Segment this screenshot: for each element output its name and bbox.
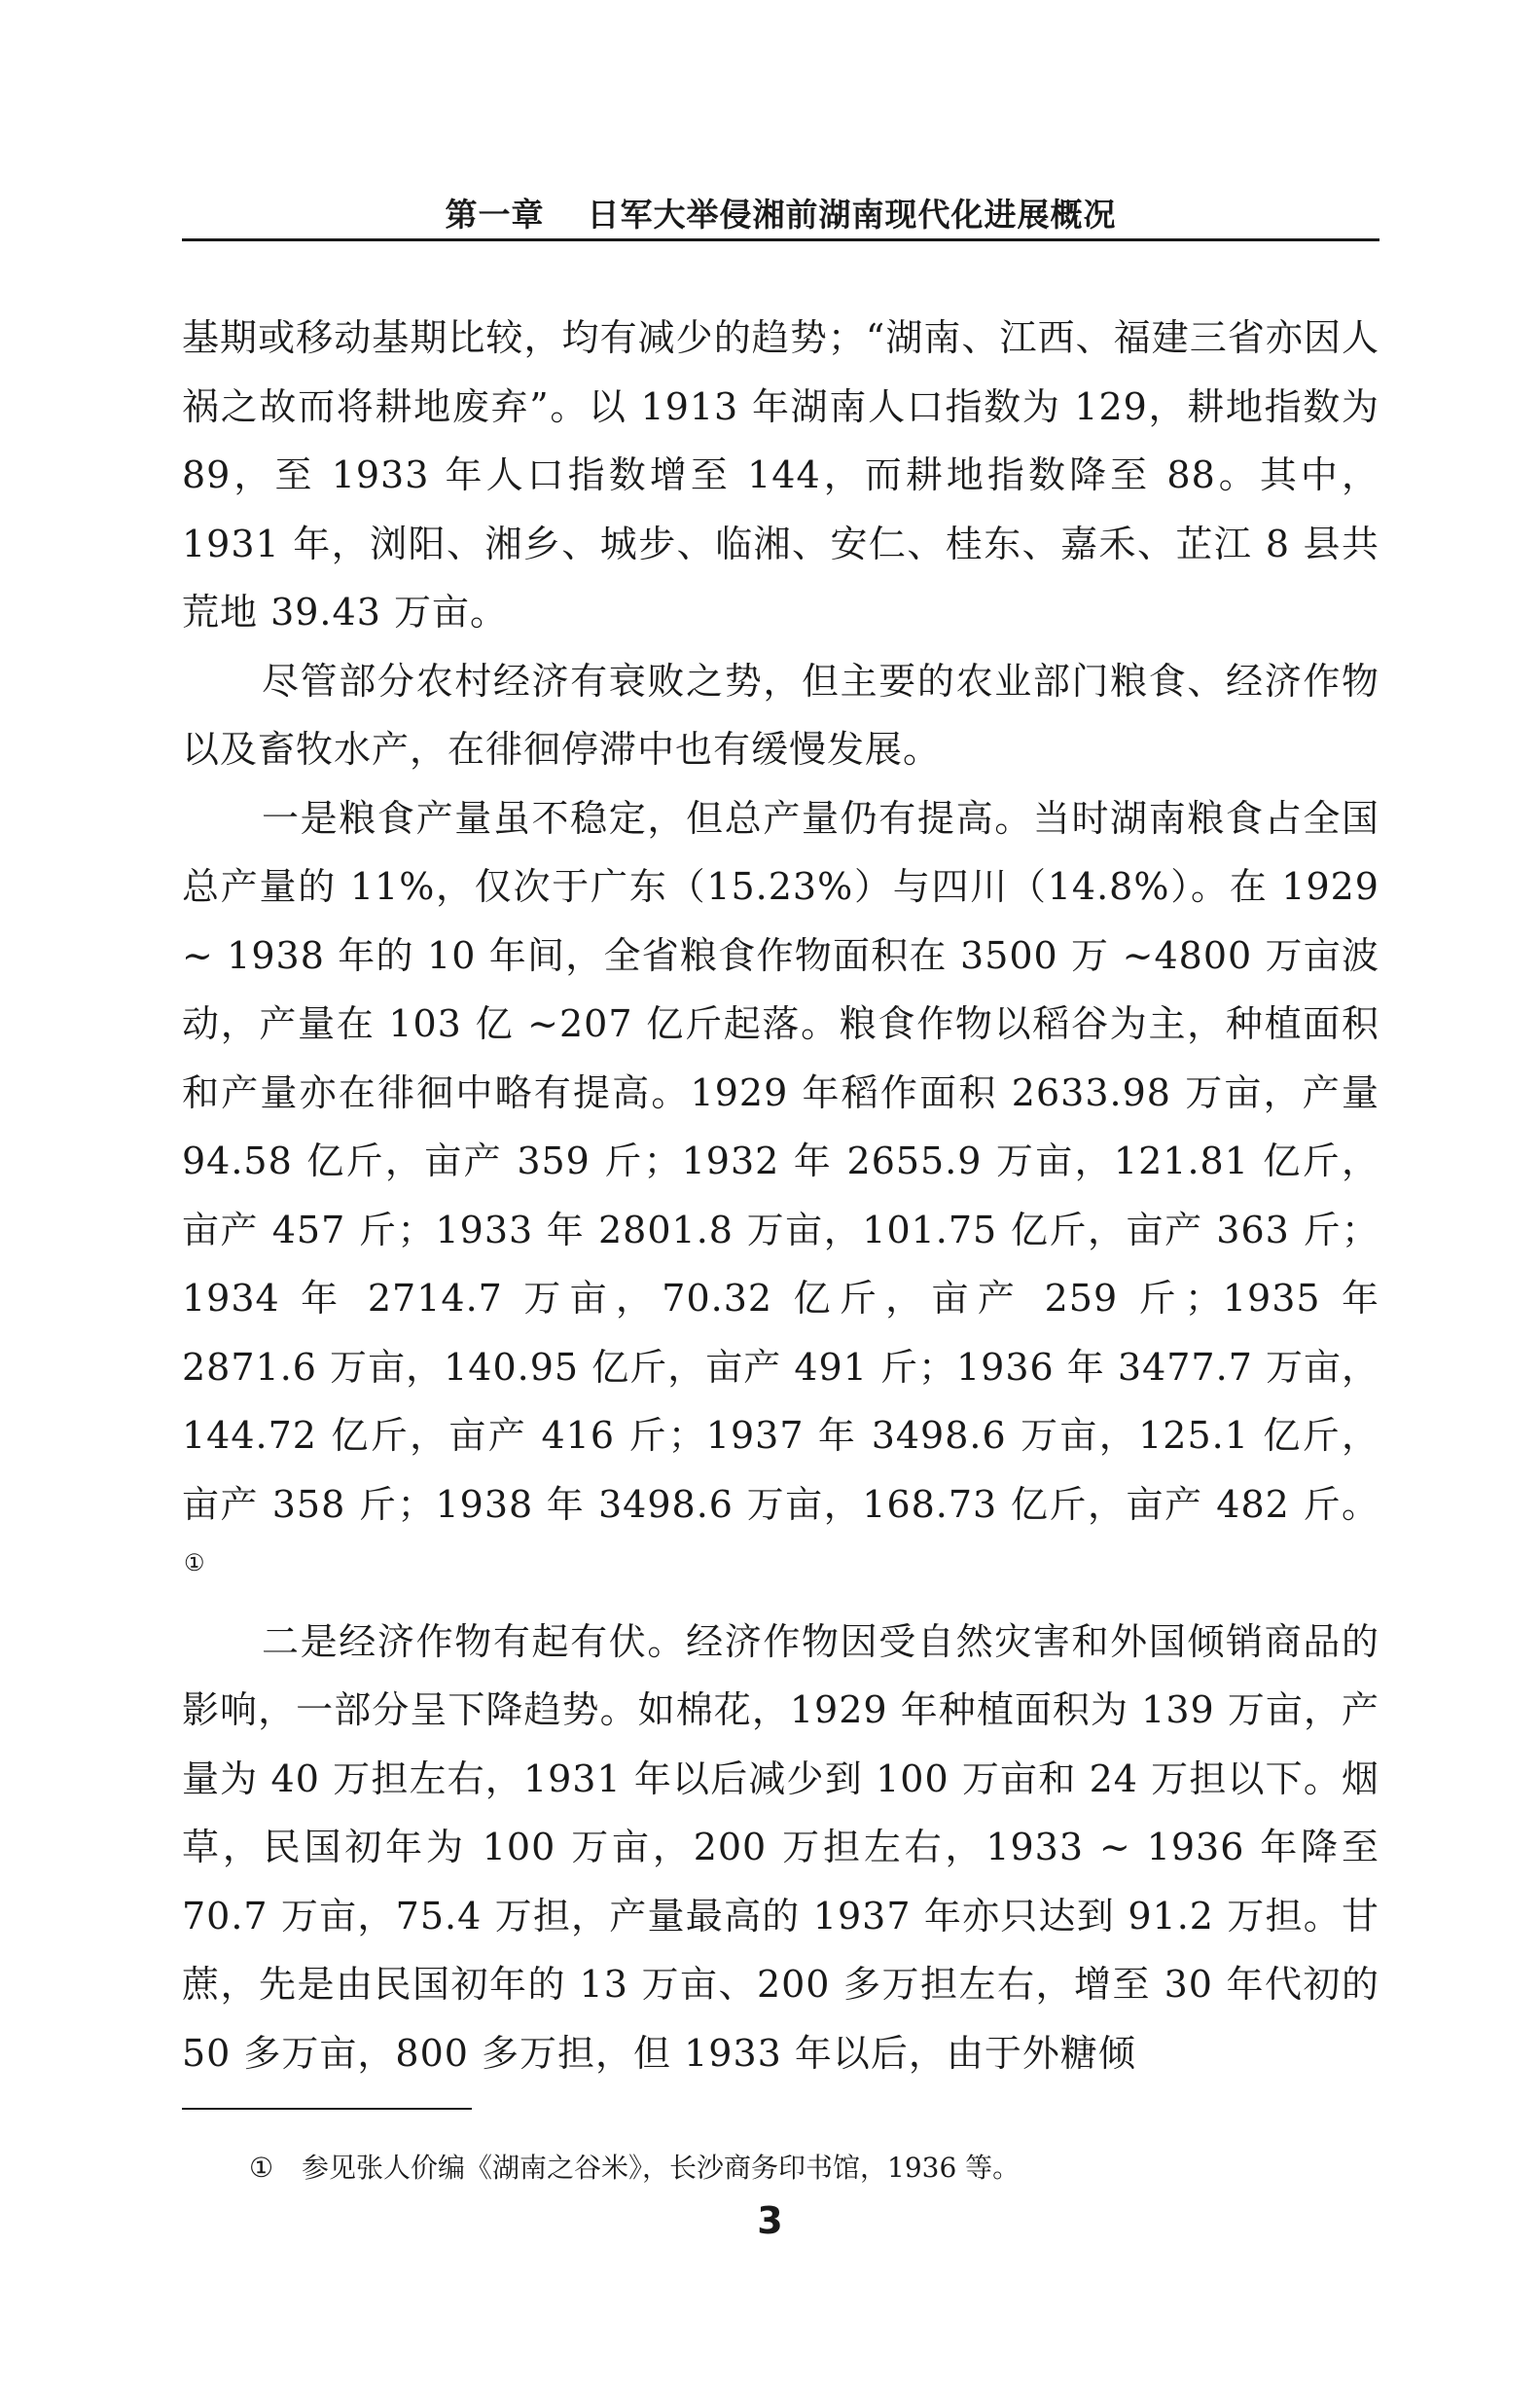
chapter-title: 日军大举侵湘前湖南现代化进展概况 [587, 196, 1117, 234]
page-number: 3 [757, 2199, 783, 2242]
chapter-number: 第一章 [445, 196, 545, 234]
footnote-text: 参见张人价编《湖南之谷米》，长沙商务印书馆，1936 等。 [302, 2152, 1021, 2184]
paragraph-3-text: 一是粮食产量虽不稳定，但总产量仍有提高。当时湖南粮食占全国总产量的 11%，仅次于广东（15.23%）与四川（14.8%）。在 1929 ~ 1938 年的 10 年间，全省粮食作物面积在 3500 万 ~4800 万亩波动，产量在 103 亿 ~207 亿斤起落。粮食作物以稻谷为主，种植面积和产量亦在徘徊中略有提高。1929 年稻作面积 2633.98 万亩，产量 94.58 亿斤，亩产 359 斤；1932 年 2655.9 万亩，121.81 亿斤，亩产 457 斤；1933 年 2801.8 万亩，101.75 亿斤，亩产 363 斤；1934 年 2714.7 万亩，70.32 亿斤，亩产 259 斤；1935 年 2871.6 万亩，140.95 亿斤，亩产 491 斤；1936 年 3477.7 万亩，144.72 亿斤，亩产 416 斤；1937 年 3498.6 万亩，125.1 亿斤，亩产 358 斤；1938 年 3498.6 万亩，168.73 亿斤，亩产 482 斤。 [182, 796, 1379, 1526]
paragraph-1: 基期或移动基期比较，均有减少的趋势；“湖南、江西、福建三省亦因人祸之故而将耕地废弃”。以 1913 年湖南人口指数为 129，耕地指数为 89，至 1933 年人口指数增至 144，而耕地指数降至 88。其中，1931 年，浏阳、湘乡、城步、临湘、安仁、桂东、嘉禾、芷江 8 县共荒地 39.43 万亩。 [182, 316, 1379, 634]
paragraph-3 [182, 784, 1379, 1608]
paragraph-2: 尽管部分农村经济有衰败之势，但主要的农业部门粮食、经济作物以及畜牧水产，在徘徊停滞中也有缓慢发展。 [182, 659, 1379, 771]
footnote [249, 2149, 1368, 2188]
body-text [182, 304, 1379, 2087]
paragraph-4: 二是经济作物有起有伏。经济作物因受自然灾害和外国倾销商品的影响，一部分呈下降趋势。如棉花，1929 年种植面积为 139 万亩，产量为 40 万担左右，1931 年以后减少到 100 万亩和 24 万担以下。烟草，民国初年为 100 万亩，200 万担左右，1933 ~ 1936 年降至 70.7 万亩，75.4 万担，产量最高的 1937 年亦只达到 91.2 万担。甘蔗，先是由民国初年的 13 万亩、200 多万担左右，增至 30 年代初的 50 多万亩，800 多万担，但 1933 年以后，由于外糖倾 [182, 1619, 1379, 2075]
footnote-reference[interactable]: ① [184, 1549, 206, 1576]
running-header [182, 191, 1379, 239]
footnote-mark: ① [249, 2152, 274, 2184]
header-rule [182, 238, 1379, 241]
footnote-rule [182, 2108, 472, 2110]
